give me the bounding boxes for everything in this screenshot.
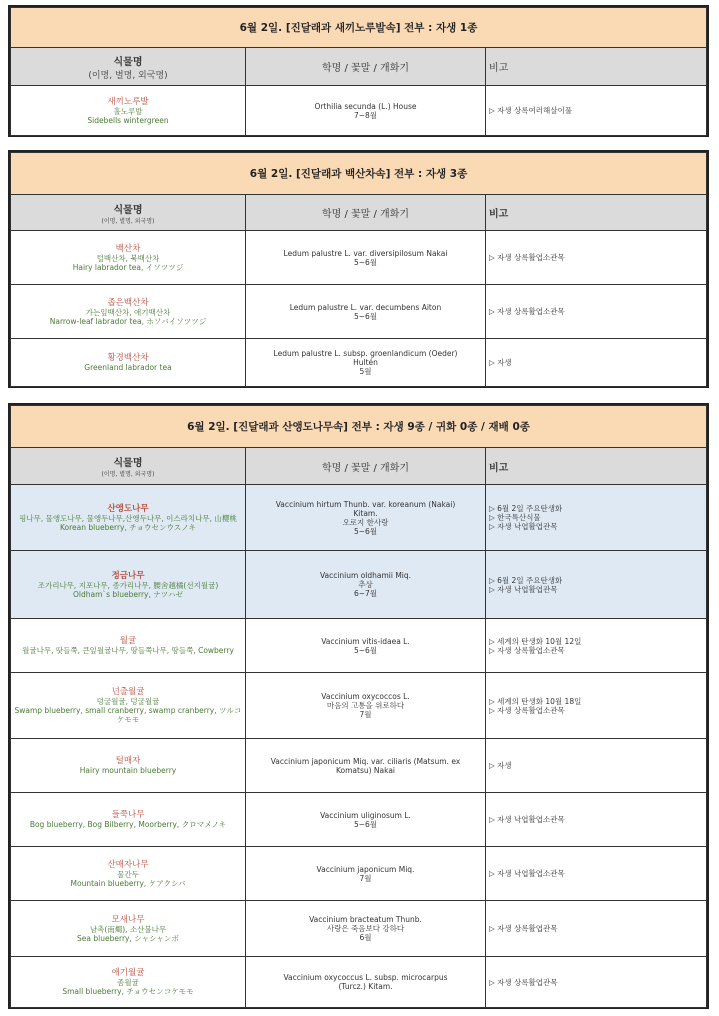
scientific-cell	[246, 339, 486, 387]
table-orthilia	[8, 5, 709, 137]
sci-line: Vaccinium oxycoccos L.	[321, 692, 410, 701]
english-name: Sea blueberry, シャシャンボ	[77, 933, 179, 943]
note-line: ▷ 자생 상록활엽관목	[489, 924, 558, 933]
alt-names: 털백산차, 북백산차	[96, 253, 160, 263]
scientific-cell	[246, 551, 486, 619]
scientific-cell	[246, 231, 486, 285]
header-sci: 학명 / 꽃말 / 개화기	[246, 195, 486, 231]
korean-name: 정금나무	[111, 570, 145, 581]
sci-line: 5~6월	[353, 257, 378, 267]
scientific-cell	[246, 957, 486, 1008]
plant-name-cell	[11, 957, 246, 1008]
alt-names: 조가리나무, 지포나무, 종가리나무, 腰舍越橘(선지월귤)	[37, 580, 219, 590]
plant-name-cell	[11, 485, 246, 551]
korean-name: 털매자	[115, 756, 141, 766]
note-line: ▷ 자생 낙엽활엽관목	[489, 522, 558, 531]
notes-cell	[486, 485, 707, 551]
plant-name-cell	[11, 619, 246, 673]
sci-line: 7월	[359, 873, 372, 883]
plant-name-cell	[11, 285, 246, 339]
note-line: ▷ 자생 상록활엽관목	[489, 977, 558, 987]
sci-line: 사랑은 죽음보다 강하다	[326, 924, 405, 933]
alt-names: 홀노루발	[113, 106, 143, 116]
header-name-label: 식물명	[113, 204, 143, 216]
note-line: ▷ 자생 상록활엽소관목	[489, 253, 565, 262]
note-line: ▷ 자생 낙엽활엽관목	[489, 584, 558, 594]
sci-line: 5월	[359, 367, 372, 376]
alt-names: 월귤나무, 땃들쭉, 큰잎월귤나무, 땅들쭉나무, 땅들쭉, Cowberry	[22, 646, 234, 655]
table-vaccinium	[8, 403, 709, 1009]
sci-line: 추상	[358, 580, 373, 589]
note-line: ▷ 자생 상록활엽소관목	[489, 705, 565, 715]
sci-line: 7~8월	[353, 110, 378, 120]
english-name: Greenland labrador tea	[84, 363, 172, 372]
notes-cell	[486, 847, 707, 901]
header-note: 비고	[486, 448, 707, 485]
plant-name-cell	[11, 231, 246, 285]
table-row	[11, 285, 707, 339]
alt-names: 남촉(南燭), 소산불나무	[89, 924, 167, 934]
english-name: Korean blueberry, チョウセンウスノキ	[60, 522, 196, 532]
korean-name: 들쭉나무	[111, 810, 145, 820]
sci-line: Orthilia secunda (L.) House	[314, 101, 417, 111]
notes-cell	[486, 285, 707, 339]
english-name: Bog blueberry, Bog Bilberry, Moorberry, クロマメノキ	[29, 820, 227, 829]
sci-line: Vaccinium vitis-idaea L.	[321, 636, 410, 646]
plant-name-cell	[11, 86, 246, 136]
header-sci: 학명 / 꽃말 / 개화기	[246, 48, 486, 86]
korean-name: 모새나무	[111, 914, 145, 925]
table-row	[11, 793, 707, 847]
sci-line: (Turcz.) Kitam.	[338, 982, 393, 991]
notes-cell	[486, 957, 707, 1008]
plant-name-cell	[11, 793, 246, 847]
korean-name: 황경백산차	[107, 353, 149, 363]
english-name: Hairy labrador tea, イソツツジ	[72, 262, 184, 272]
note-line: ▷ 한국특산식물	[489, 513, 541, 522]
scientific-cell	[246, 793, 486, 847]
table-row	[11, 847, 707, 901]
plant-name-cell	[11, 901, 246, 957]
korean-name: 애기월귤	[111, 968, 145, 978]
note-line: ▷ 자생 상록활엽소관목	[489, 645, 565, 655]
english-name: Narrow-leaf labrador tea, ホソバイソツツジ	[49, 316, 207, 326]
table-row	[11, 551, 707, 619]
english-name: Swamp blueberry, small cranberry, swamp cranberry, ツルコケモモ	[14, 706, 242, 724]
table-row	[11, 86, 707, 136]
sci-line: Komatsu) Nakai	[335, 765, 396, 775]
sci-line: 마음의 고통을 위로하다	[326, 701, 405, 710]
english-name: Sidebells wintergreen	[87, 115, 169, 125]
sci-line: 5~6월	[353, 645, 378, 655]
sci-line: 7월	[359, 710, 372, 719]
sci-line: 오로지 한사랑	[342, 517, 389, 527]
note-line: ▷ 자생 상록여러해살이풀	[489, 106, 572, 115]
scientific-cell	[246, 485, 486, 551]
note-line: ▷ 6월 2일 주요탄생화	[489, 575, 563, 585]
table-ledum	[8, 150, 709, 388]
header-sci: 학명 / 꽃말 / 개화기	[246, 448, 486, 485]
alt-names: 덩굴월귤, 덩굴월귤	[96, 697, 160, 706]
alt-names: 좀월귤	[117, 978, 139, 987]
plant-name-cell	[11, 739, 246, 793]
sci-line: Vaccinium oxycoccus L. subsp. microcarpus	[283, 973, 448, 982]
table-row	[11, 673, 707, 739]
scientific-cell	[246, 673, 486, 739]
notes-cell	[486, 739, 707, 793]
scientific-cell	[246, 847, 486, 901]
korean-name: 산매자나무	[107, 859, 149, 870]
plant-name-cell	[11, 847, 246, 901]
note-line: ▷ 자생	[489, 358, 512, 367]
note-line: ▷ 자생 상록활엽소관목	[489, 307, 565, 316]
note-line: ▷ 세계의 탄생화 10월 18일	[489, 696, 582, 706]
sci-line: Ledum palustre L. subsp. groenlandicum (Oeder)	[273, 349, 458, 358]
scientific-cell	[246, 901, 486, 957]
english-name: Mountain blueberry, ケアクシバ	[70, 878, 186, 888]
plant-name-cell	[11, 339, 246, 387]
table-row	[11, 231, 707, 285]
table-title: 6월 2일. [진달래과 백산차속] 전부 : 자생 3종	[11, 153, 707, 195]
header-name-label: 식물명	[113, 458, 143, 469]
header-note: 비고	[486, 195, 707, 231]
header-name	[11, 195, 246, 231]
sci-line: Kitam.	[353, 508, 378, 518]
scientific-cell	[246, 739, 486, 793]
alt-names: 핑나무, 물앵도나무, 물앵두나무,산앵두나무, 이스라치나무, 山櫻桃	[19, 513, 237, 523]
header-name-label: 식물명	[113, 56, 143, 68]
sci-line: Vaccinium hirtum Thunb. var. koreanum (Nakai)	[275, 499, 456, 509]
english-name: Small blueberry, チョウセンコケモモ	[62, 987, 194, 996]
header-name	[11, 48, 246, 86]
scientific-cell	[246, 285, 486, 339]
sci-line: 5~6월	[353, 819, 378, 829]
table-row	[11, 619, 707, 673]
note-line: ▷ 6월 2일 주요탄생화	[489, 504, 563, 513]
english-name: Hairy mountain blueberry	[79, 766, 177, 775]
notes-cell	[486, 86, 707, 136]
sci-line: Vaccinium oldhamii Miq.	[319, 571, 412, 580]
sci-line: Hultén	[353, 358, 378, 367]
notes-cell	[486, 339, 707, 387]
notes-cell	[486, 619, 707, 673]
note-line: ▷ 자생	[489, 761, 512, 770]
korean-name: 새끼노루발	[107, 96, 149, 107]
header-name-sub: (이명, 별명, 외국명)	[88, 70, 168, 81]
table-title: 6월 2일. [진달래과 새끼노루발속] 전부 : 자생 1종	[11, 8, 707, 48]
korean-name: 산앵도나무	[107, 503, 149, 514]
sci-line: 6~7월	[353, 589, 378, 598]
notes-cell	[486, 793, 707, 847]
header-name-sub: (이명, 별명, 외국명)	[101, 217, 155, 225]
notes-cell	[486, 901, 707, 957]
korean-name: 넌출월귤	[111, 687, 145, 697]
note-line: ▷ 세계의 탄생화 10월 12일	[489, 636, 582, 646]
english-name: Oldham`s blueberry, ナツハゼ	[72, 589, 184, 599]
sci-line: Vaccinium uliginosum L.	[320, 810, 411, 820]
sci-line: Ledum palustre L. var. diversipilosum Nakai	[283, 248, 448, 258]
sci-line: 5~6월	[353, 311, 378, 321]
sci-line: Vaccinium japonicum Miq. var. ciliaris (Matsum. ex	[270, 756, 461, 766]
notes-cell	[486, 551, 707, 619]
table-row	[11, 901, 707, 957]
scientific-cell	[246, 86, 486, 136]
notes-cell	[486, 231, 707, 285]
sci-line: 6월	[359, 933, 372, 942]
table-title: 6월 2일. [진달래과 산앵도나무속] 전부 : 자생 9종 / 귀화 0종 / 재배 0종	[11, 406, 707, 448]
table-row	[11, 957, 707, 1008]
plant-name-cell	[11, 673, 246, 739]
sci-line: Vaccinium japonicum Miq.	[316, 864, 415, 874]
table-row	[11, 339, 707, 387]
sci-line: Vaccinium bracteatum Thunb.	[309, 915, 422, 924]
plant-name-cell	[11, 551, 246, 619]
note-line: ▷ 자생 낙엽활엽소관목	[489, 815, 565, 824]
header-name-sub: (이명, 별명, 외국명)	[101, 471, 155, 478]
note-line: ▷ 자생 낙엽활엽소관목	[489, 869, 565, 878]
scientific-cell	[246, 619, 486, 673]
korean-name: 백산차	[115, 243, 141, 254]
notes-cell	[486, 673, 707, 739]
table-row	[11, 485, 707, 551]
sci-line: Ledum palustre L. var. decumbens Aiton	[289, 302, 442, 312]
alt-names: 물간두	[117, 869, 139, 879]
header-name	[11, 448, 246, 485]
header-note: 비고	[486, 48, 707, 86]
table-row	[11, 739, 707, 793]
korean-name: 좁은백산차	[107, 297, 149, 308]
sci-line: 5~6월	[353, 526, 378, 536]
alt-names: 가는잎백산차, 애기백산차	[85, 307, 171, 317]
korean-name: 월귤	[119, 636, 137, 646]
